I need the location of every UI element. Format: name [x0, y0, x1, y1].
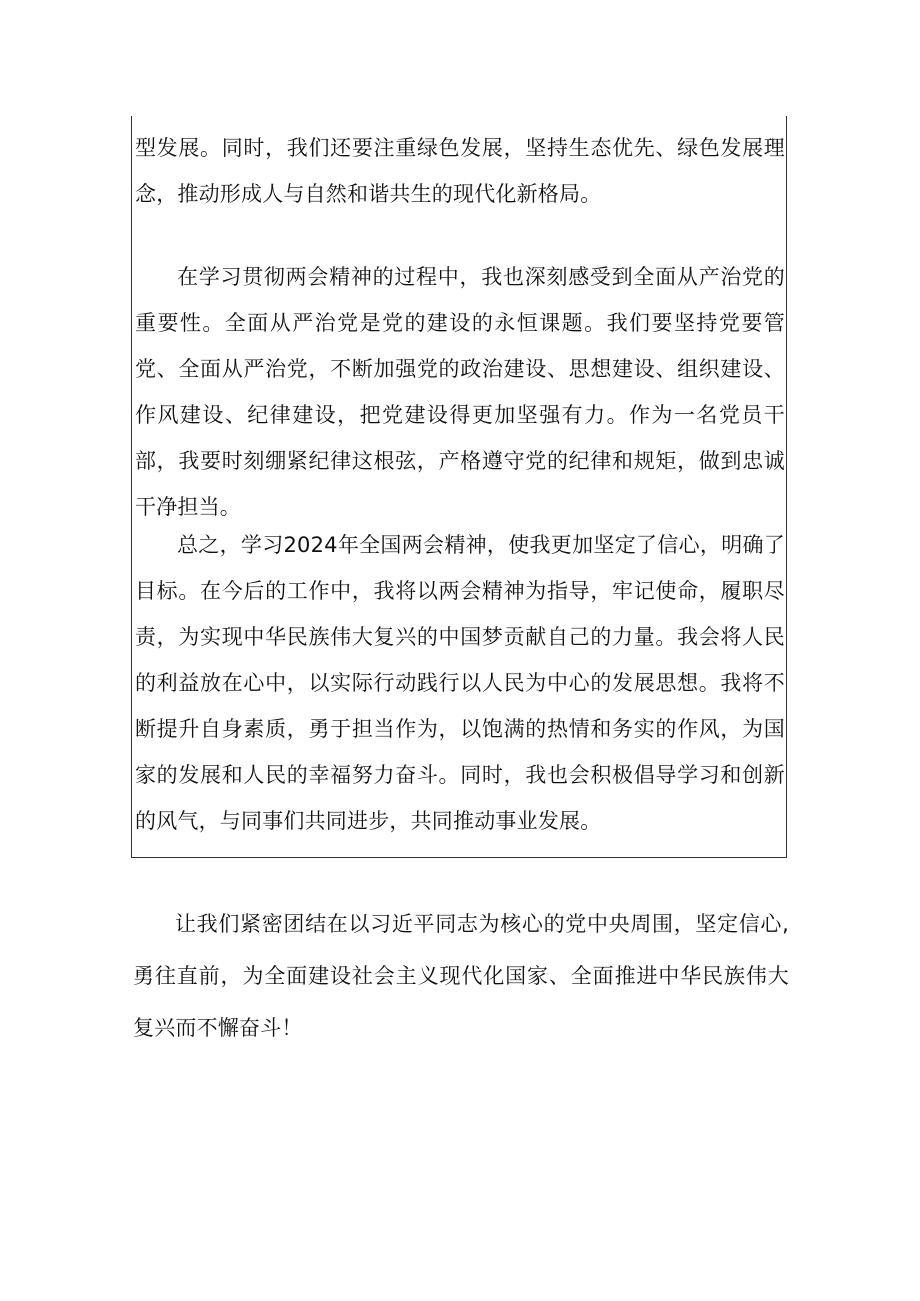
paragraph-summary: 总之，学习2024年全国两会精神，使我更加坚定了信心，明确了目标。在今后的工作中，我将以两会精神为指导，牢记使命，履职尽责，为实现中华民族伟大复兴的中国梦贡献自己的力量。我会将人民的利益放在心中，以实际行动践行以人民为中心的发展思想。我将不断提升自身素质，勇于担当作为，以饱满的热情和务实的作风，为国家的发展和人民的幸福努力奋斗。同时，我也会积极倡导学习和创新的风气，与同事们共同进步，共同推动事业发展。	[135, 533, 785, 833]
bordered-text-box	[131, 116, 787, 858]
paragraph-party-governance: 在学习贯彻两会精神的过程中，我也深刻感受到全面从产治党的重要性。全面从严治党是党的建设的永恒课题。我们要坚持党要管党、全面从严治党，不断加强党的政治建设、思想建设、组织建设、作风建设、纪律建设，把党建设得更加坚强有力。作为一名党员干部，我要时刻绷紧纪律这根弦，产格遵守党的纪律和规矩，做到忠诚干净担当。	[135, 265, 785, 519]
paragraph-closing: 让我们紧密团结在以习近平同志为核心的党中央周围，坚定信心,勇往直前，为全面建设社会主义现代化国家、全面推进中华民族伟大复兴而不懈奋斗！	[133, 912, 789, 1040]
paragraph-green-development: 型发展。同时，我们还要注重绿色发展，坚持生态优先、绿色发展理念，推动形成人与自然和谐共生的现代化新格局。	[135, 136, 785, 206]
